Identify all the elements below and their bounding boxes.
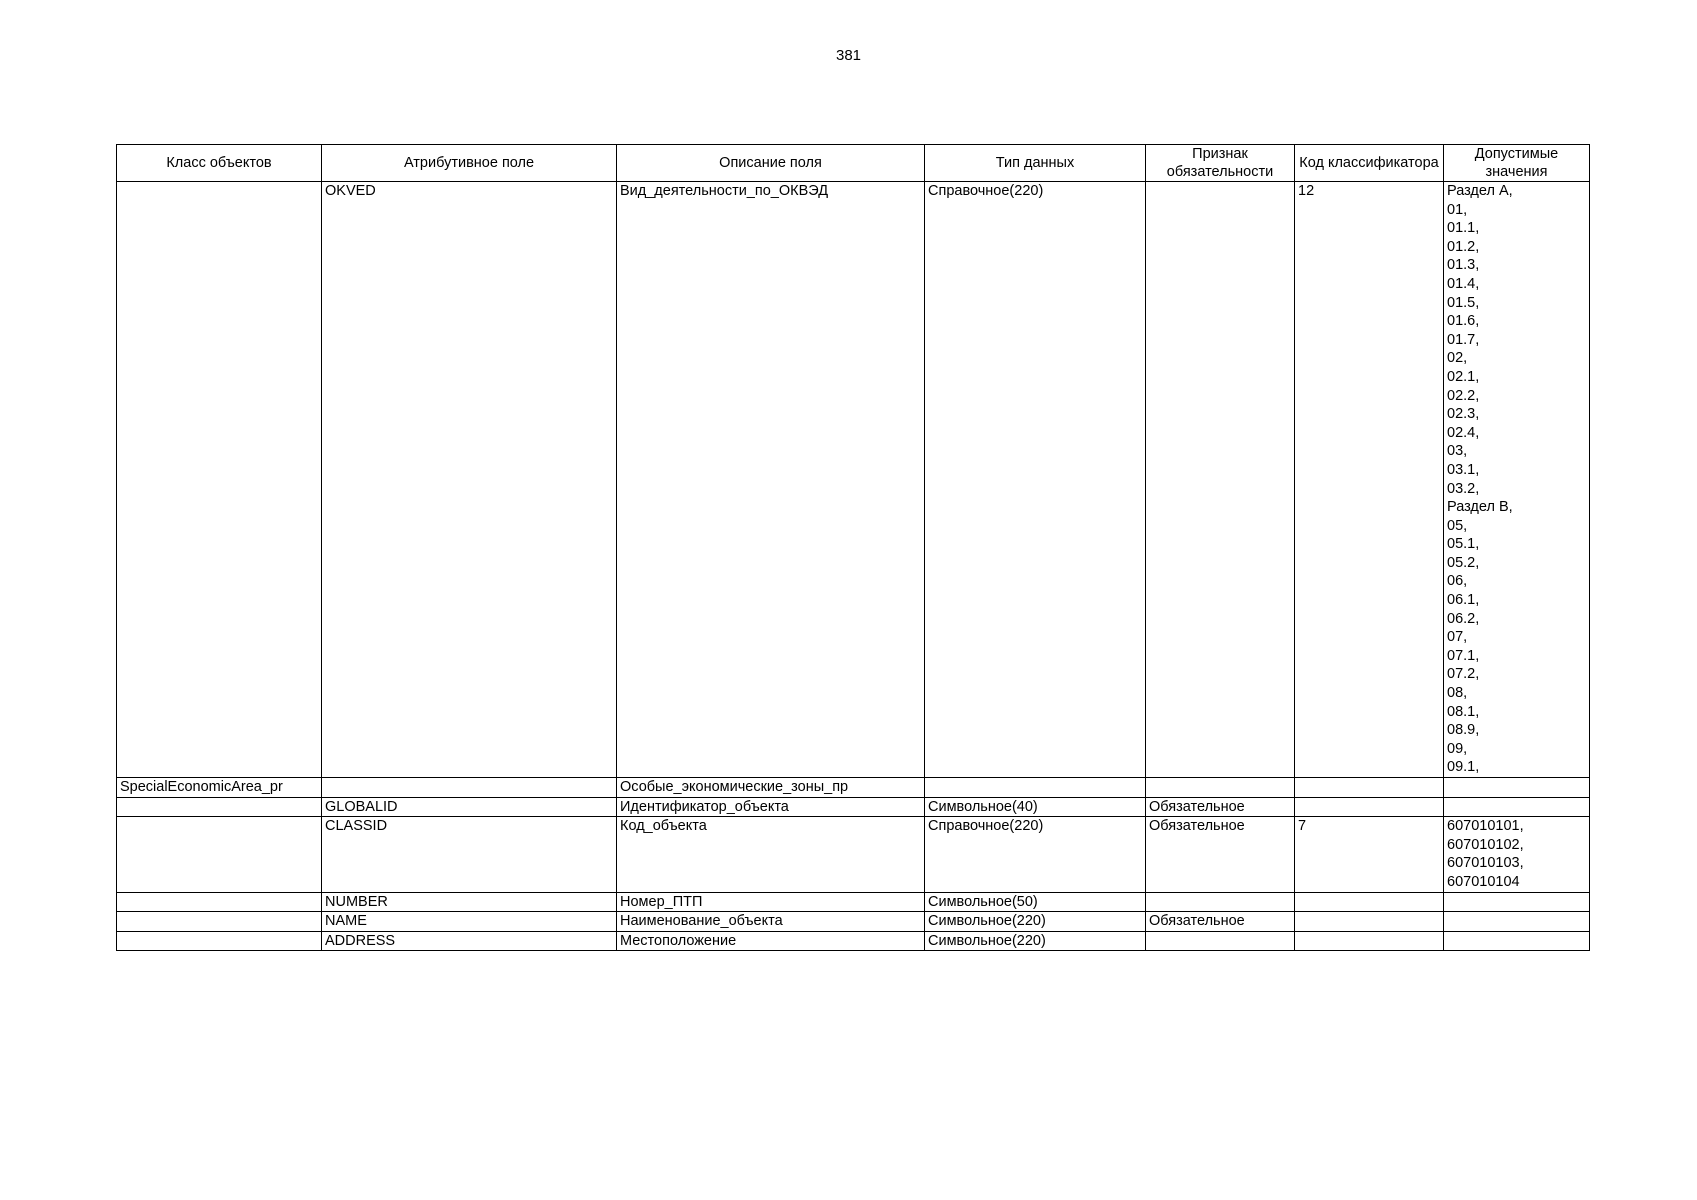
allowed-values-cell xyxy=(1444,931,1590,951)
allowed-value: 08.1, xyxy=(1447,703,1480,720)
code-cell xyxy=(1295,931,1444,951)
allowed-value: 08, xyxy=(1447,685,1468,702)
page-number: 381 xyxy=(835,47,862,64)
allowed-values-cell xyxy=(1444,817,1590,892)
attribute-table xyxy=(116,144,1590,951)
allowed-value: 03.2, xyxy=(1447,480,1480,497)
description-cell: Номер_ПТП xyxy=(617,892,925,912)
type-cell: Символьное(220) xyxy=(925,912,1146,932)
allowed-value: 01.4, xyxy=(1447,275,1480,292)
table-header-row xyxy=(117,145,1590,182)
header-cell: Код классификатора xyxy=(1295,145,1444,182)
type-cell: Символьное(220) xyxy=(925,931,1146,951)
allowed-value: 07.1, xyxy=(1447,647,1480,664)
code-cell: 7 xyxy=(1295,817,1444,892)
allowed-value: 01.5, xyxy=(1447,294,1480,311)
allowed-value: 05.1, xyxy=(1447,536,1480,553)
field-cell: OKVED xyxy=(322,182,617,778)
allowed-value: 05.2, xyxy=(1447,554,1480,571)
table-row xyxy=(117,912,1590,932)
allowed-values-cell xyxy=(1444,182,1590,778)
required-cell xyxy=(1146,182,1295,778)
allowed-value: 01.6, xyxy=(1447,313,1480,330)
allowed-value: 607010103, xyxy=(1447,855,1524,872)
field-cell: NAME xyxy=(322,912,617,932)
allowed-value: 02.1, xyxy=(1447,368,1480,385)
code-cell xyxy=(1295,912,1444,932)
description-cell: Особые_экономические_зоны_пр xyxy=(617,778,925,798)
required-cell xyxy=(1146,778,1295,798)
type-cell xyxy=(925,778,1146,798)
allowed-values-cell xyxy=(1444,797,1590,817)
allowed-value: 09.1, xyxy=(1447,759,1480,776)
description-cell: Вид_деятельности_по_ОКВЭД xyxy=(617,182,925,778)
required-cell: Обязательное xyxy=(1146,797,1295,817)
class-cell xyxy=(117,182,322,778)
allowed-values-cell xyxy=(1444,912,1590,932)
class-cell xyxy=(117,817,322,892)
allowed-value: 01.3, xyxy=(1447,257,1480,274)
class-cell xyxy=(117,797,322,817)
field-cell: NUMBER xyxy=(322,892,617,912)
code-cell xyxy=(1295,797,1444,817)
type-cell: Справочное(220) xyxy=(925,817,1146,892)
allowed-value: 607010104 xyxy=(1447,873,1520,890)
class-cell xyxy=(117,931,322,951)
allowed-value: 02.2, xyxy=(1447,387,1480,404)
allowed-value: Раздел B, xyxy=(1447,499,1513,516)
table-row xyxy=(117,182,1590,778)
allowed-value: 02, xyxy=(1447,350,1468,367)
header-cell: Описание поля xyxy=(617,145,925,182)
description-cell: Код_объекта xyxy=(617,817,925,892)
allowed-value: 07, xyxy=(1447,629,1468,646)
allowed-values-cell xyxy=(1444,892,1590,912)
code-cell: 12 xyxy=(1295,182,1444,778)
allowed-value: 06, xyxy=(1447,573,1468,590)
allowed-value: 06.2, xyxy=(1447,610,1480,627)
code-cell xyxy=(1295,892,1444,912)
description-cell: Идентификатор_объекта xyxy=(617,797,925,817)
description-cell: Наименование_объекта xyxy=(617,912,925,932)
allowed-value: Раздел A, xyxy=(1447,183,1513,199)
class-cell: SpecialEconomicArea_pr xyxy=(117,778,322,798)
allowed-value: 03, xyxy=(1447,443,1468,460)
header-cell: Тип данных xyxy=(925,145,1146,182)
required-cell xyxy=(1146,892,1295,912)
allowed-value: 607010102, xyxy=(1447,836,1524,853)
table-row xyxy=(117,892,1590,912)
table-body xyxy=(117,182,1590,951)
allowed-value: 01.2, xyxy=(1447,238,1480,255)
allowed-value: 08.9, xyxy=(1447,722,1480,739)
allowed-value: 01.7, xyxy=(1447,331,1480,348)
header-cell: Признак обязательности xyxy=(1146,145,1295,182)
type-cell: Символьное(50) xyxy=(925,892,1146,912)
table-row xyxy=(117,817,1590,892)
type-cell: Справочное(220) xyxy=(925,182,1146,778)
required-cell: Обязательное xyxy=(1146,912,1295,932)
allowed-value: 01.1, xyxy=(1447,220,1480,237)
field-cell: CLASSID xyxy=(322,817,617,892)
allowed-value: 05, xyxy=(1447,517,1468,534)
allowed-value: 607010101, xyxy=(1447,818,1524,835)
table-row xyxy=(117,797,1590,817)
table-row xyxy=(117,778,1590,798)
required-cell: Обязательное xyxy=(1146,817,1295,892)
code-cell xyxy=(1295,778,1444,798)
class-cell xyxy=(117,892,322,912)
allowed-value: 09, xyxy=(1447,740,1468,757)
table-row xyxy=(117,931,1590,951)
type-cell: Символьное(40) xyxy=(925,797,1146,817)
allowed-value: 02.4, xyxy=(1447,424,1480,441)
allowed-value: 03.1, xyxy=(1447,461,1480,478)
header-cell: Допустимые значения xyxy=(1444,145,1590,182)
allowed-value: 06.1, xyxy=(1447,592,1480,609)
description-cell: Местоположение xyxy=(617,931,925,951)
class-cell xyxy=(117,912,322,932)
allowed-value: 02.3, xyxy=(1447,406,1480,423)
allowed-value: 01, xyxy=(1447,201,1468,218)
required-cell xyxy=(1146,931,1295,951)
field-cell: GLOBALID xyxy=(322,797,617,817)
allowed-values-cell xyxy=(1444,778,1590,798)
field-cell xyxy=(322,778,617,798)
header-cell: Класс объектов xyxy=(117,145,322,182)
allowed-value: 07.2, xyxy=(1447,666,1480,683)
header-cell: Атрибутивное поле xyxy=(322,145,617,182)
field-cell: ADDRESS xyxy=(322,931,617,951)
